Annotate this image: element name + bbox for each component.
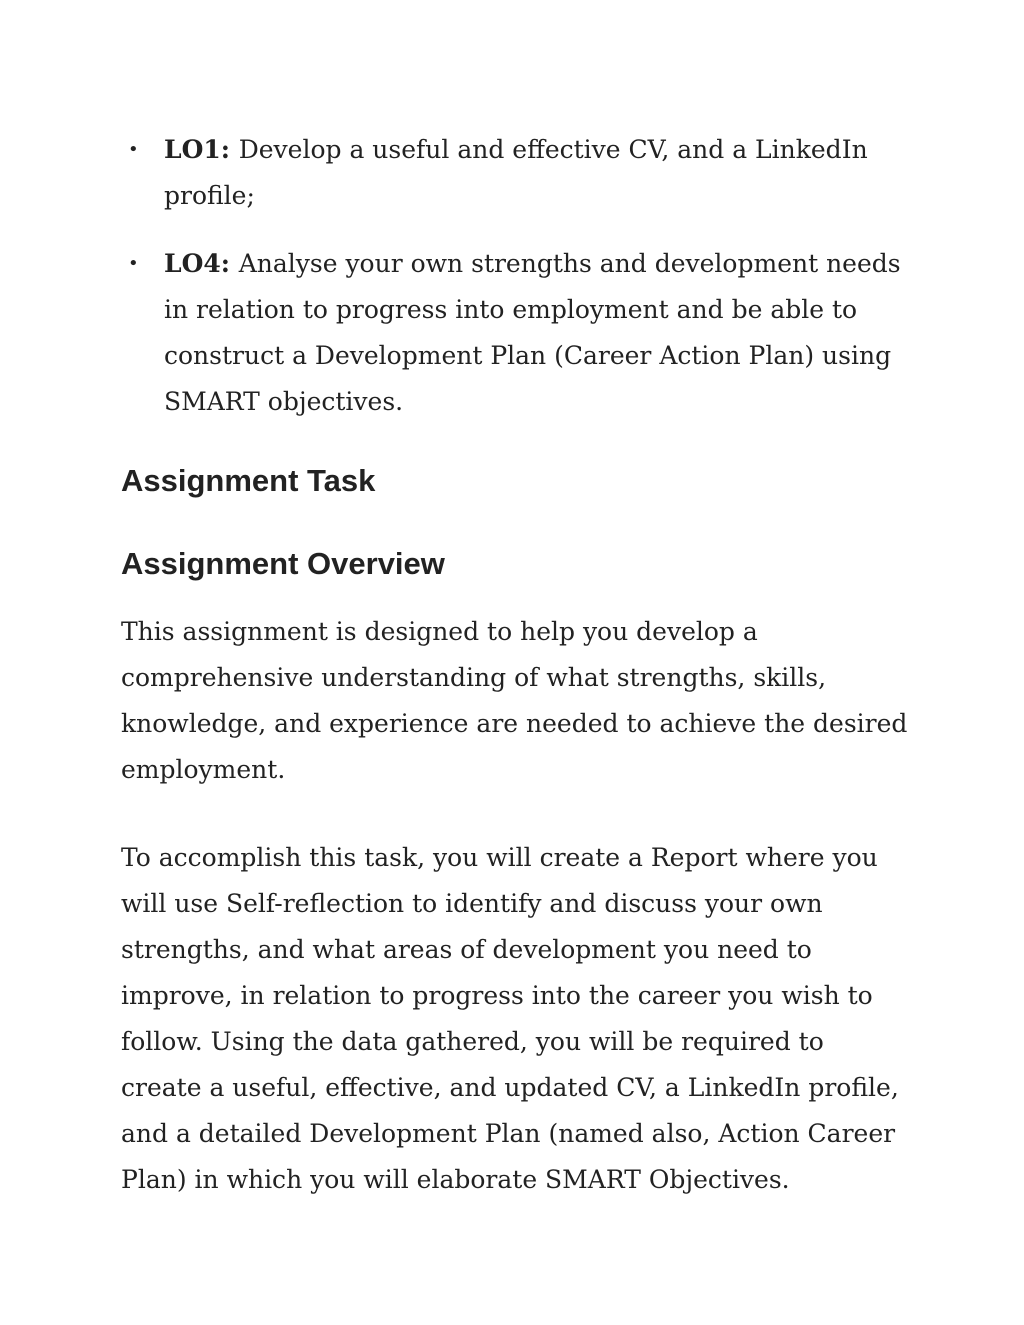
assignment-overview-heading: Assignment Overview: [121, 546, 445, 581]
outcome-text: Analyse your own strengths and development needs in relation to progress into employment and be able to construct a Development Plan (Career Action Plan) using SMART objectives.: [164, 249, 901, 416]
learning-outcome-item: [122, 127, 902, 219]
outcome-code: LO1:: [164, 135, 239, 164]
outcome-text: Develop a useful and effective CV, and a LinkedIn profile;: [164, 135, 868, 210]
assignment-task-heading: Assignment Task: [121, 463, 376, 498]
learning-outcome-item: [122, 241, 902, 425]
overview-paragraph: This assignment is designed to help you develop a comprehensive understanding of what strengths, skills, knowledge, and experience are needed to achieve the desired employment.: [121, 617, 908, 784]
bullet-icon: •: [128, 253, 139, 274]
outcome-code: LO4:: [164, 249, 239, 278]
bullet-icon: •: [128, 139, 139, 160]
task-description-paragraph: To accomplish this task, you will create a Report where you will use Self-reflection to identify and discuss your own strengths, and what areas of development you need to improve, in relation to progress into the career you wish to follow. Using the data gathered, you will be required to create a useful, effective, and updated CV, a LinkedIn profile, and a detailed Development Plan (named also, Action Career Plan) in which you will elaborate SMART Objectives.: [121, 843, 899, 1194]
learning-outcomes-list: [122, 127, 902, 447]
